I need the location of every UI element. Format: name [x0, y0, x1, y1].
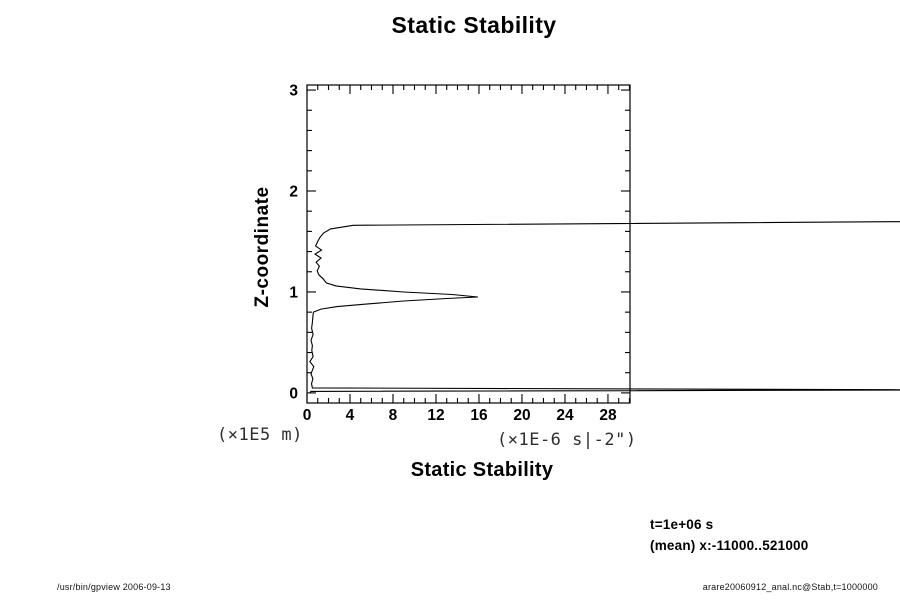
svg-text:16: 16 — [470, 407, 488, 424]
footer-dataset-id: arare20060912_anal.nc@Stab,t=1000000 — [702, 582, 878, 592]
x-tick-labels — [303, 407, 617, 424]
y-axis-unit-label: (×1E5 m) — [217, 425, 303, 445]
y-tick-labels — [289, 83, 298, 403]
x-axis-unit-label: (×1E-6 s|-2") — [497, 430, 637, 450]
annotation-mean-range: (mean) x:-11000..521000 — [650, 538, 809, 553]
svg-text:0: 0 — [302, 407, 312, 424]
profile-line — [310, 221, 900, 393]
plot-frame — [307, 85, 630, 403]
svg-text:8: 8 — [388, 407, 398, 424]
svg-text:0: 0 — [289, 385, 298, 403]
footer-program-path: /usr/bin/gpview 2006-09-13 — [57, 582, 171, 592]
axis-ticks — [307, 85, 630, 403]
x-axis-title: Static Stability — [410, 459, 554, 481]
svg-text:28: 28 — [599, 407, 617, 424]
svg-text:3: 3 — [289, 82, 298, 100]
svg-text:2: 2 — [289, 183, 298, 201]
svg-text:12: 12 — [427, 407, 445, 424]
svg-text:24: 24 — [556, 407, 574, 424]
y-axis-label: Z-coordinate — [252, 186, 273, 308]
svg-text:20: 20 — [513, 407, 531, 424]
annotation-time: t=1e+06 s — [650, 517, 714, 532]
svg-text:1: 1 — [289, 284, 298, 302]
page-title: Static Stability — [391, 12, 557, 38]
svg-text:4: 4 — [345, 407, 355, 424]
